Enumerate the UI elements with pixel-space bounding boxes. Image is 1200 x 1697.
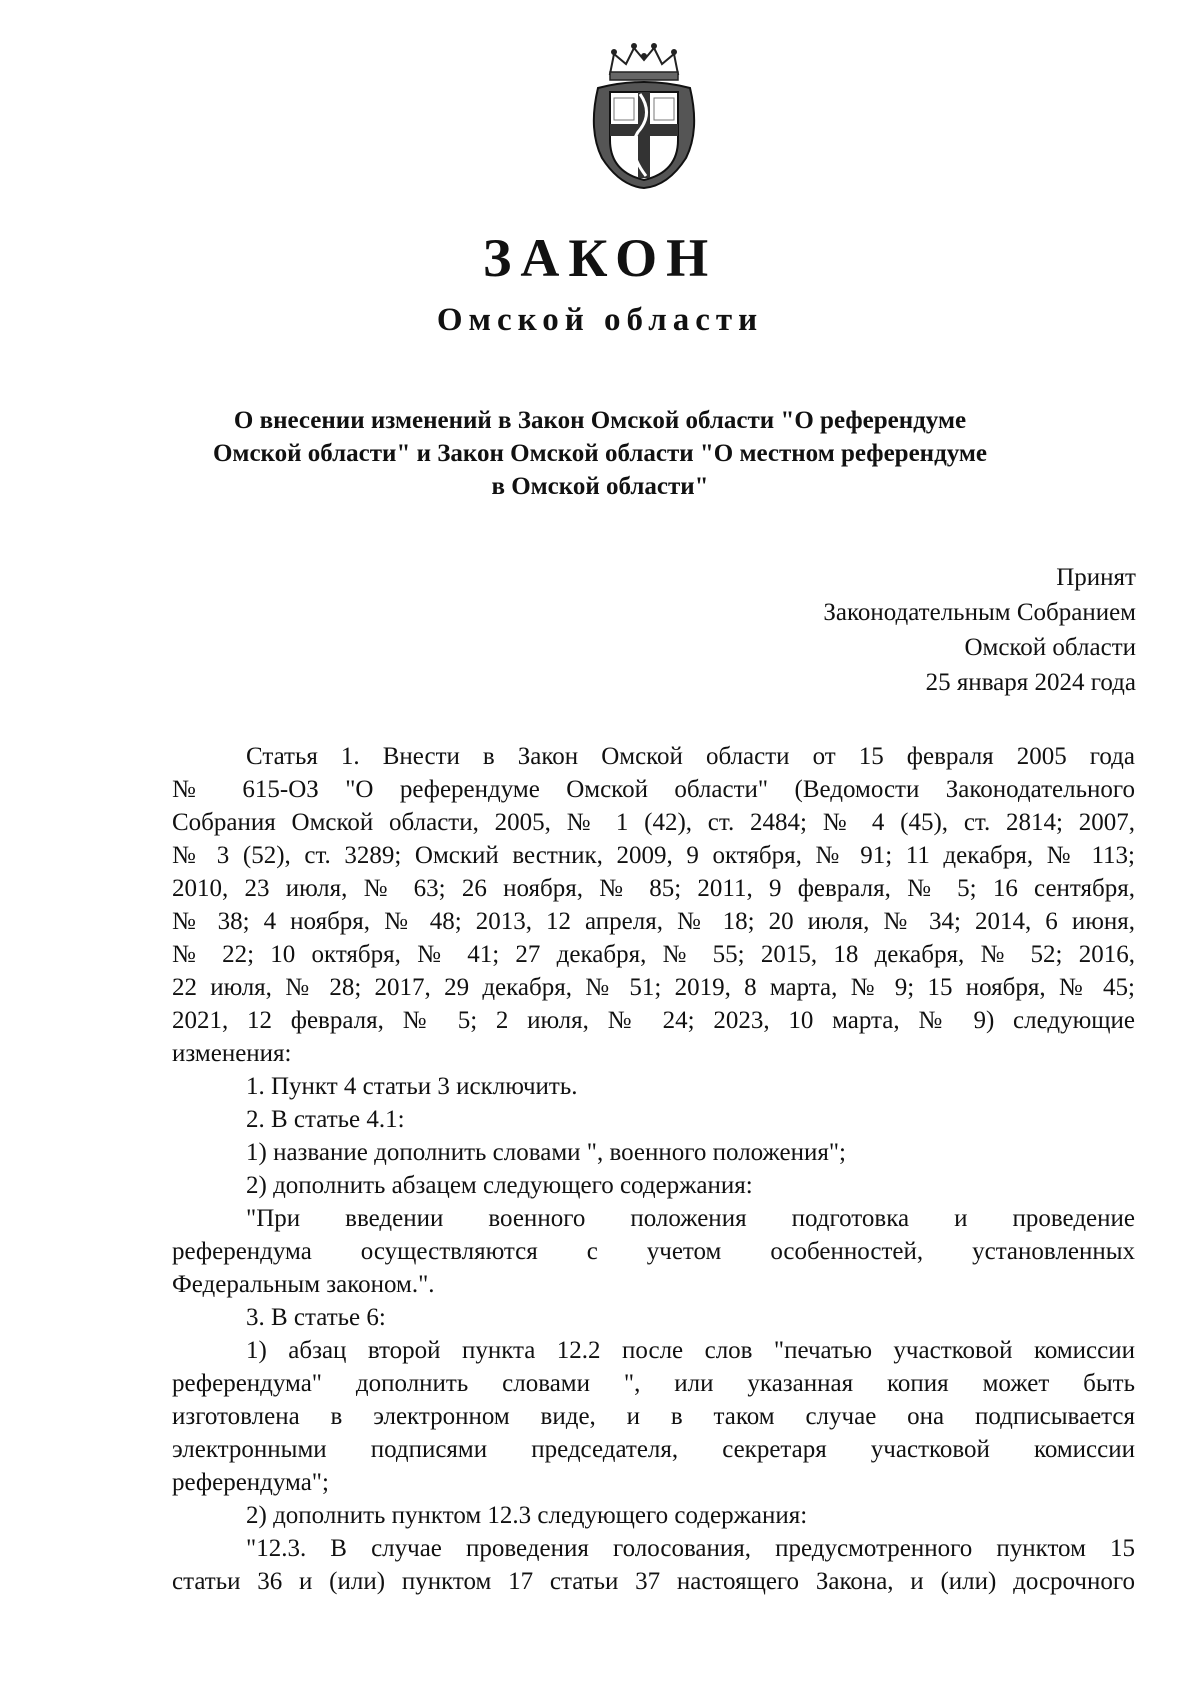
adoption-line: Принят: [1056, 564, 1136, 591]
document-title: ЗАКОН: [482, 228, 718, 288]
subitem: 1) название дополнить словами ", военного положения";: [246, 1139, 846, 1166]
article-line: 22 июля, № 28; 2017, 29 декабря, № 51; 2019, 8 марта, № 9; 15 ноября, № 45;: [172, 974, 1135, 1001]
article-line: 2010, 23 июля, № 63; 26 ноября, № 85; 2011, 9 февраля, № 5; 16 сентября,: [172, 875, 1135, 902]
article-line: № 38; 4 ноября, № 48; 2013, 12 апреля, № 18; 20 июля, № 34; 2014, 6 июня,: [172, 908, 1135, 935]
paragraph-item: 2. В статье 4.1:: [246, 1106, 405, 1133]
paragraph-item: 1. Пункт 4 статьи 3 исключить.: [246, 1073, 578, 1100]
law-name-line: Омской области" и Закон Омской области "О местном референдуме: [212, 440, 988, 467]
quote-line: референдума осуществляются с учетом особенностей, установленных: [172, 1238, 1135, 1265]
article-line: № 3 (52), ст. 3289; Омский вестник, 2009, 9 октября, № 91; 11 декабря, № 113;: [172, 842, 1135, 869]
article-line: № 615-ОЗ "О референдуме Омской области" (Ведомости Законодательного: [172, 776, 1135, 803]
article-line: изменения:: [172, 1040, 292, 1067]
adoption-line: Омской области: [964, 634, 1136, 661]
subitem-line: изготовлена в электронном виде, и в таком случае она подписывается: [172, 1403, 1135, 1430]
article-line: Статья 1. Внести в Закон Омской области от 15 февраля 2005 года: [246, 743, 1135, 770]
coat-of-arms-icon: [580, 40, 708, 190]
law-name-line: О внесении изменений в Закон Омской области "О референдуме: [233, 407, 967, 434]
article-line: Собрания Омской области, 2005, № 1 (42), ст. 2484; № 4 (45), ст. 2814; 2007,: [172, 809, 1135, 836]
subitem-line: 1) абзац второй пункта 12.2 после слов "печатью участковой комиссии: [246, 1337, 1135, 1364]
adoption-block: [640, 560, 1136, 700]
quote-line: Федеральным законом.".: [172, 1271, 435, 1298]
law-name: [190, 404, 1010, 503]
article-line: № 22; 10 октября, № 41; 27 декабря, № 55; 2015, 18 декабря, № 52; 2016,: [172, 941, 1135, 968]
article-line: 2021, 12 февраля, № 5; 2 июля, № 24; 2023, 10 марта, № 9) следующие: [172, 1007, 1135, 1034]
quote-line: статьи 36 и (или) пунктом 17 статьи 37 настоящего Закона, и (или) досрочного: [172, 1568, 1135, 1595]
document-subtitle: Омской области: [436, 302, 764, 338]
subitem-line: электронными подписями председателя, секретаря участковой комиссии: [172, 1436, 1135, 1463]
law-name-line: в Омской области": [491, 473, 709, 500]
subitem: 2) дополнить абзацем следующего содержания:: [246, 1172, 753, 1199]
document-body: [172, 740, 1135, 1598]
adoption-line: Законодательным Собранием: [823, 599, 1136, 626]
adoption-date: 25 января 2024 года: [925, 669, 1136, 696]
subitem: 2) дополнить пунктом 12.3 следующего содержания:: [246, 1502, 808, 1529]
subitem-line: референдума";: [172, 1469, 329, 1496]
subitem-line: референдума" дополнить словами ", или указанная копия может быть: [172, 1370, 1135, 1397]
paragraph-item: 3. В статье 6:: [246, 1304, 386, 1331]
quote-line: "При введении военного положения подготовка и проведение: [246, 1205, 1135, 1232]
quote-line: "12.3. В случае проведения голосования, предусмотренного пунктом 15: [246, 1535, 1135, 1562]
